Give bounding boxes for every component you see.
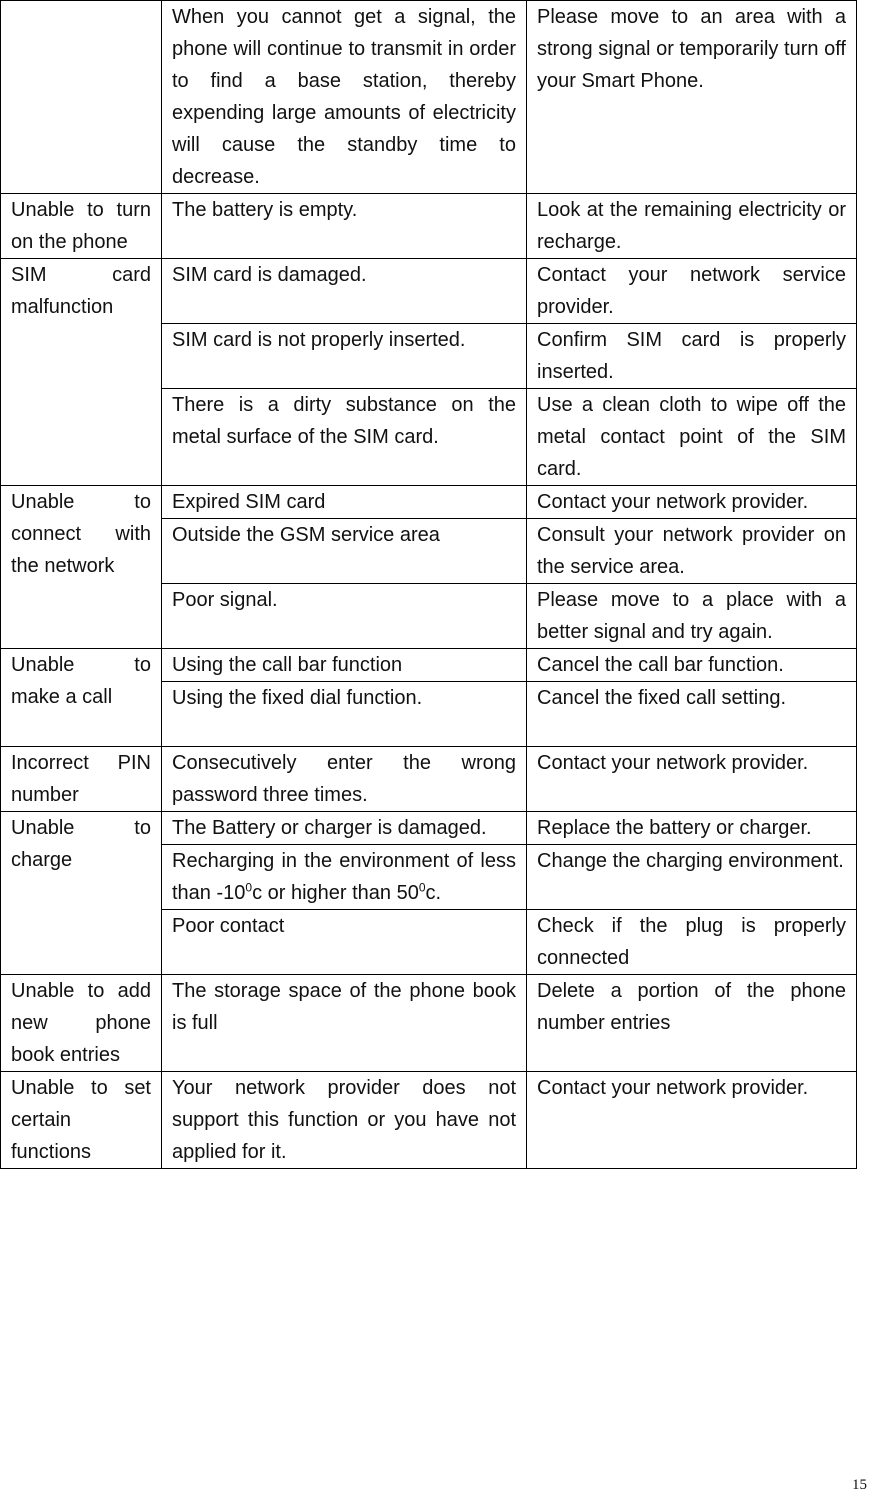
problem-cell: Unable to charge	[1, 812, 162, 975]
solution-cell: Use a clean cloth to wipe off the metal contact point of the SIM card.	[527, 389, 857, 486]
superscript-zero: 0	[418, 880, 426, 895]
cause-cell: SIM card is damaged.	[162, 259, 527, 324]
superscript-zero: 0	[245, 880, 253, 895]
cause-cell: The battery is empty.	[162, 194, 527, 259]
table-row	[1, 194, 857, 259]
cause-cell: There is a dirty substance on the metal surface of the SIM card.	[162, 389, 527, 486]
cause-text: c or higher than 50	[252, 882, 419, 904]
problem-cell	[1, 1, 162, 194]
solution-cell: Please move to an area with a strong signal or temporarily turn off your Smart Phone.	[527, 1, 857, 194]
solution-cell: Cancel the call bar function.	[527, 649, 857, 682]
cause-cell: The Battery or charger is damaged.	[162, 812, 527, 845]
cause-cell: When you cannot get a signal, the phone will continue to transmit in order to find a base station, thereby expending large amounts of electricity will cause the standby time to decrease.	[162, 1, 527, 194]
cause-cell: SIM card is not properly inserted.	[162, 324, 527, 389]
problem-cell: Unable to connect with the network	[1, 486, 162, 649]
solution-cell: Delete a portion of the phone number entries	[527, 975, 857, 1072]
solution-cell: Contact your network provider.	[527, 486, 857, 519]
cause-cell: Expired SIM card	[162, 486, 527, 519]
cause-cell: Poor contact	[162, 910, 527, 975]
solution-cell: Replace the battery or charger.	[527, 812, 857, 845]
solution-cell: Check if the plug is properly connected	[527, 910, 857, 975]
solution-cell: Consult your network provider on the service area.	[527, 519, 857, 584]
table-row	[1, 1072, 857, 1169]
cause-cell: Poor signal.	[162, 584, 527, 649]
problem-cell: Unable to turn on the phone	[1, 194, 162, 259]
problem-cell: Unable to add new phone book entries	[1, 975, 162, 1072]
table-row	[1, 747, 857, 812]
solution-cell: Please move to a place with a better signal and try again.	[527, 584, 857, 649]
table-row	[1, 649, 857, 682]
table-row	[1, 1, 857, 194]
cause-text: Recharging in the environment of less than -10	[172, 850, 516, 904]
solution-cell: Change the charging environment.	[527, 845, 857, 910]
solution-cell: Confirm SIM card is properly inserted.	[527, 324, 857, 389]
solution-cell: Look at the remaining electricity or recharge.	[527, 194, 857, 259]
cause-cell: Your network provider does not support this function or you have not applied for it.	[162, 1072, 527, 1169]
cause-cell: The storage space of the phone book is full	[162, 975, 527, 1072]
cause-cell: Consecutively enter the wrong password three times.	[162, 747, 527, 812]
page-number: 15	[852, 1477, 867, 1493]
solution-cell: Contact your network provider.	[527, 747, 857, 812]
solution-cell: Cancel the fixed call setting.	[527, 682, 857, 747]
cause-cell: Outside the GSM service area	[162, 519, 527, 584]
table-row	[1, 259, 857, 324]
cause-cell: Using the call bar function	[162, 649, 527, 682]
problem-cell: Incorrect PIN number	[1, 747, 162, 812]
cause-text: c.	[425, 882, 442, 904]
table-row	[1, 812, 857, 845]
table-row	[1, 486, 857, 519]
table-row	[1, 975, 857, 1072]
solution-cell: Contact your network provider.	[527, 1072, 857, 1169]
cause-cell: Using the fixed dial function.	[162, 682, 527, 747]
problem-cell: Unable to set certain functions	[1, 1072, 162, 1169]
problem-cell: SIM card malfunction	[1, 259, 162, 486]
solution-cell: Contact your network service provider.	[527, 259, 857, 324]
cause-cell	[162, 845, 527, 910]
problem-cell: Unable to make a call	[1, 649, 162, 747]
